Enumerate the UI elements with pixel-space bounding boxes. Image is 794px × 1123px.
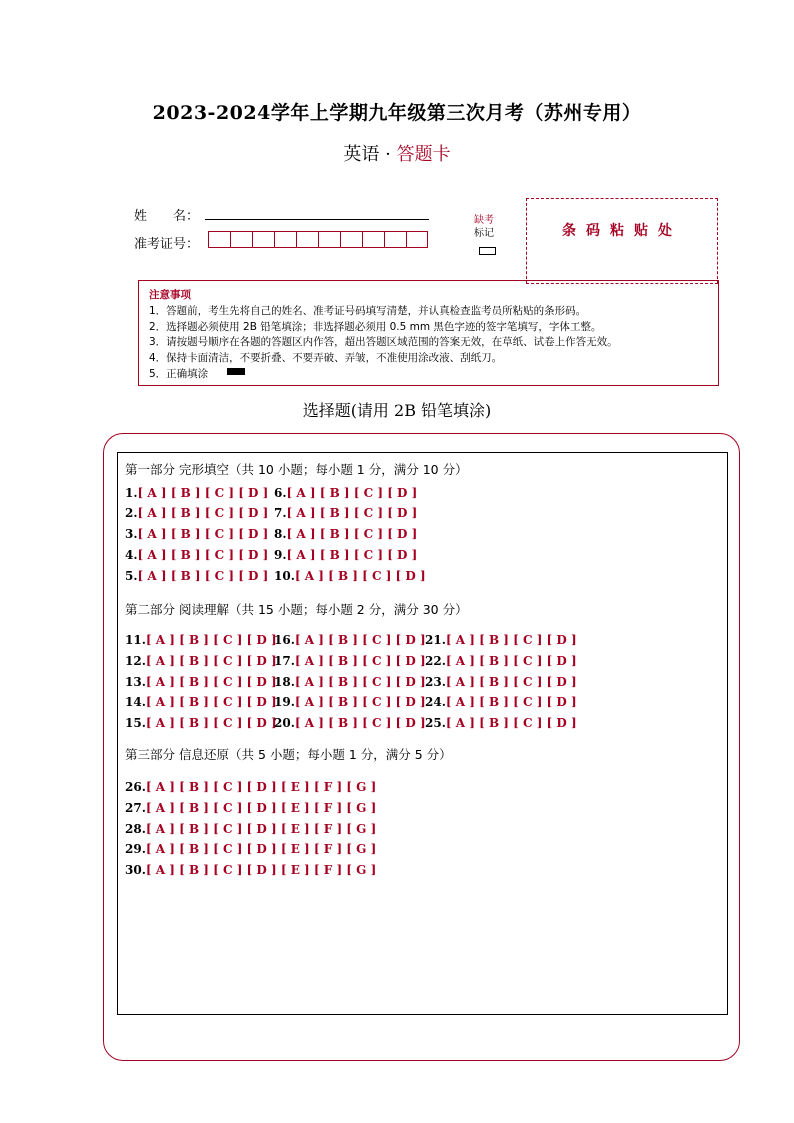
question-row[interactable]: 14.[ A ] [ B ] [ C ] [ D ] — [125, 695, 277, 709]
missing-label-line1: 缺考 — [474, 215, 494, 226]
notice-line: 3．请按题号顺序在各题的答题区内作答，超出答题区域范围的答案无效，在草纸、试卷上作答无效。 — [149, 336, 618, 348]
question-row[interactable]: 7.[ A ] [ B ] [ C ] [ D ] — [274, 506, 418, 520]
page-subtitle — [0, 140, 794, 166]
question-row[interactable]: 25.[ A ] [ B ] [ C ] [ D ] — [425, 716, 577, 730]
barcode-label: 条码粘贴处 — [562, 223, 682, 239]
part1-title: 第一部分 完形填空（共 10 小题；每小题 1 分，满分 10 分） — [125, 462, 468, 477]
exam-id-label: 准考证号： — [134, 237, 200, 252]
question-row[interactable]: 29.[ A ] [ B ] [ C ] [ D ] [ E ] [ F ] [ G ] — [125, 842, 377, 856]
missing-exam-checkbox[interactable] — [479, 247, 496, 255]
question-row[interactable]: 8.[ A ] [ B ] [ C ] [ D ] — [274, 527, 418, 541]
question-row[interactable]: 10.[ A ] [ B ] [ C ] [ D ] — [274, 569, 426, 583]
section-title: 选择题(请用 2B 铅笔填涂) — [302, 401, 492, 420]
question-row[interactable]: 21.[ A ] [ B ] [ C ] [ D ] — [425, 633, 577, 647]
subtitle-separator: · — [379, 144, 397, 165]
name-label: 姓 名： — [134, 209, 200, 224]
question-row[interactable]: 19.[ A ] [ B ] [ C ] [ D ] — [274, 695, 426, 709]
question-row[interactable]: 30.[ A ] [ B ] [ C ] [ D ] [ E ] [ F ] [ G ] — [125, 863, 377, 877]
question-row[interactable]: 9.[ A ] [ B ] [ C ] [ D ] — [274, 548, 418, 562]
question-row[interactable]: 1.[ A ] [ B ] [ C ] [ D ] — [125, 486, 269, 500]
exam-id-box[interactable] — [406, 231, 428, 248]
question-row[interactable]: 28.[ A ] [ B ] [ C ] [ D ] [ E ] [ F ] [ G ] — [125, 822, 377, 836]
exam-id-box[interactable] — [252, 231, 274, 248]
missing-label-line2: 标记 — [474, 228, 494, 239]
name-field[interactable] — [205, 219, 429, 220]
missing-exam-mark — [474, 214, 498, 240]
question-row[interactable]: 23.[ A ] [ B ] [ C ] [ D ] — [425, 675, 577, 689]
subject-label: 英语 — [343, 144, 380, 165]
exam-id-box[interactable] — [230, 231, 252, 248]
exam-id-box[interactable] — [296, 231, 318, 248]
exam-id-box[interactable] — [340, 231, 362, 248]
question-row[interactable]: 5.[ A ] [ B ] [ C ] [ D ] — [125, 569, 269, 583]
part3-title: 第三部分 信息还原（共 5 小题；每小题 1 分，满分 5 分） — [125, 747, 452, 762]
exam-id-box[interactable] — [384, 231, 406, 248]
question-row[interactable]: 20.[ A ] [ B ] [ C ] [ D ] — [274, 716, 426, 730]
barcode-area — [526, 198, 718, 284]
correct-fill-sample — [227, 368, 245, 375]
question-row[interactable]: 22.[ A ] [ B ] [ C ] [ D ] — [425, 654, 577, 668]
question-row[interactable]: 24.[ A ] [ B ] [ C ] [ D ] — [425, 695, 577, 709]
question-row[interactable]: 17.[ A ] [ B ] [ C ] [ D ] — [274, 654, 426, 668]
exam-id-box[interactable] — [362, 231, 384, 248]
exam-id-boxes — [208, 231, 428, 248]
notice-line: 4．保持卡面清洁，不要折叠、不要弄破、弄皱，不准使用涂改液、刮纸刀。 — [149, 352, 503, 364]
exam-id-box[interactable] — [274, 231, 296, 248]
part2-title: 第二部分 阅读理解（共 15 小题；每小题 2 分，满分 30 分） — [125, 602, 468, 617]
notice-line: 2．选择题必须使用 2B 铅笔填涂；非选择题必须用 0.5 mm 黑色字迹的签字笔填写，字体工整。 — [149, 321, 602, 333]
question-row[interactable]: 13.[ A ] [ B ] [ C ] [ D ] — [125, 675, 277, 689]
notice-heading: 注意事项 — [149, 289, 191, 301]
notice-line: 5．正确填涂 — [149, 368, 209, 380]
question-row[interactable]: 15.[ A ] [ B ] [ C ] [ D ] — [125, 716, 277, 730]
question-row[interactable]: 26.[ A ] [ B ] [ C ] [ D ] [ E ] [ F ] [ G ] — [125, 780, 377, 794]
notice-line: 1．答题前，考生先将自己的姓名、准考证号码填写清楚，并认真检查监考员所粘贴的条形码。 — [149, 305, 587, 317]
page-title: 2023-2024学年上学期九年级第三次月考（苏州专用） — [152, 102, 642, 124]
answer-card-label: 答题卡 — [396, 144, 451, 165]
question-row[interactable]: 11.[ A ] [ B ] [ C ] [ D ] — [125, 633, 277, 647]
question-row[interactable]: 2.[ A ] [ B ] [ C ] [ D ] — [125, 506, 269, 520]
question-row[interactable]: 4.[ A ] [ B ] [ C ] [ D ] — [125, 548, 269, 562]
question-row[interactable]: 18.[ A ] [ B ] [ C ] [ D ] — [274, 675, 426, 689]
question-row[interactable]: 16.[ A ] [ B ] [ C ] [ D ] — [274, 633, 426, 647]
question-row[interactable]: 6.[ A ] [ B ] [ C ] [ D ] — [274, 486, 418, 500]
question-row[interactable]: 12.[ A ] [ B ] [ C ] [ D ] — [125, 654, 277, 668]
question-row[interactable]: 27.[ A ] [ B ] [ C ] [ D ] [ E ] [ F ] [ G ] — [125, 801, 377, 815]
exam-id-box[interactable] — [318, 231, 340, 248]
question-row[interactable]: 3.[ A ] [ B ] [ C ] [ D ] — [125, 527, 269, 541]
exam-id-box[interactable] — [208, 231, 230, 248]
